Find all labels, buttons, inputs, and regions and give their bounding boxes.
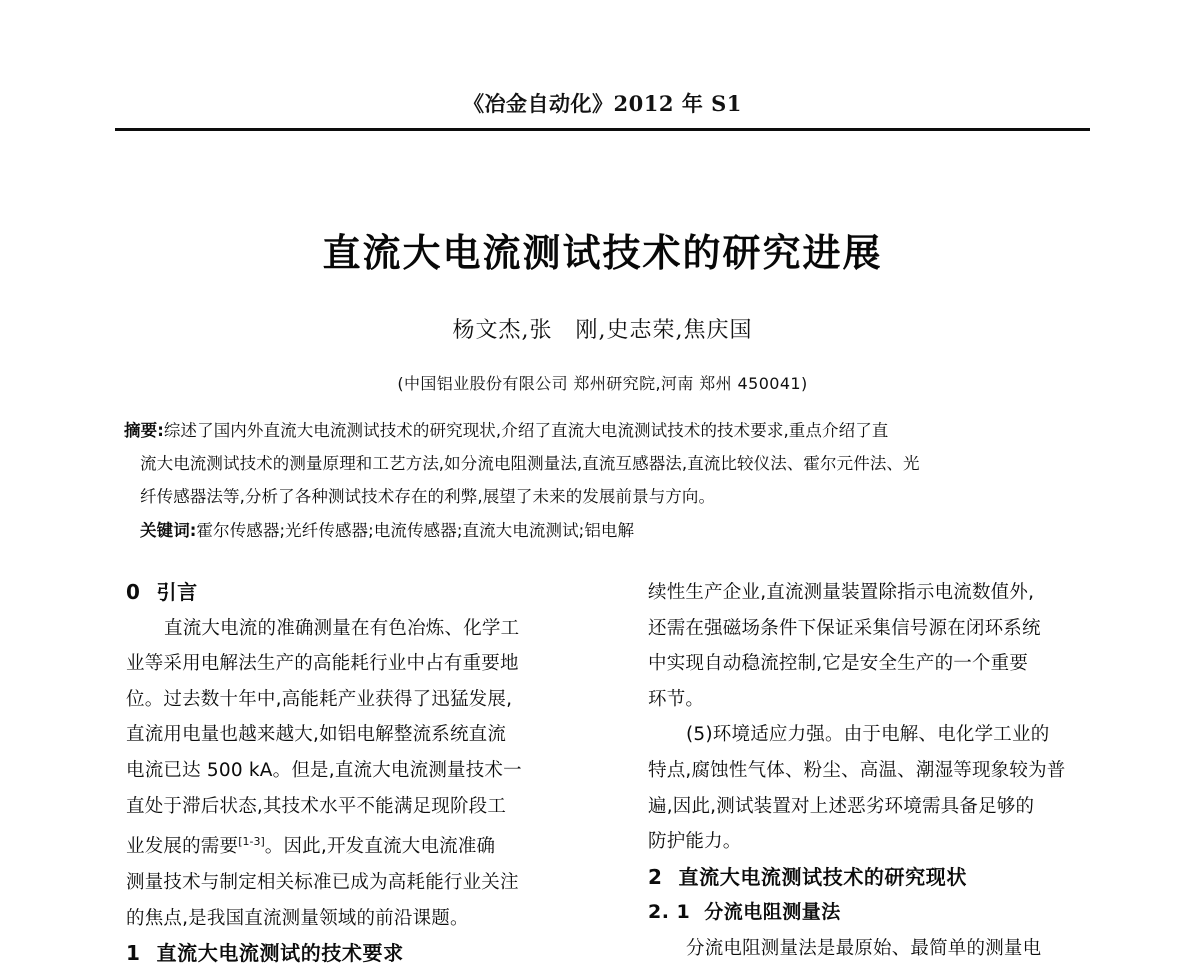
text-line-with-citation [126,824,574,865]
abstract-text-1: 综述了国内外直流大电流测试技术的研究现状,介绍了直流大电流测试技术的技术要求,重点介绍了直 [163,421,889,440]
section-number-2-1: 2. 1 [648,901,691,924]
keywords-line [140,514,1088,547]
header-divider [115,128,1090,131]
section-number-2: 2 [648,864,663,889]
section-title-1: 直流大电流测试的技术要求 [156,941,404,966]
text-line: 直流用电量也越来越大,如铝电解整流系统直流 [126,724,507,746]
section-heading-1 [126,936,574,972]
section-number-0: 0 [126,580,141,604]
text-line: (5)环境适应力强。由于电解、电化学工业的 [686,724,1050,746]
abstract-label: 摘要: [124,421,164,440]
text-line: 还需在强磁场条件下保证采集信号源在闭环系统 [648,617,1041,639]
section-number-1: 1 [126,941,141,966]
paragraph-continued [648,575,1096,717]
author-list: 杨文杰,张 刚,史志荣,焦庆国 [452,318,753,343]
text-line: 特点,腐蚀性气体、粉尘、高温、潮湿等现象较为普 [648,759,1066,781]
paragraph-item-5 [648,717,1096,859]
abstract-line-3: 纤传感器法等,分析了各种测试技术存在的利弊,展望了未来的发展前景与方向。 [140,487,716,506]
text-line: 遍,因此,测试装置对上述恶劣环境需具备足够的 [648,795,1035,817]
affiliation: (中国铝业股份有限公司 郑州研究院,河南 郑州 450041) [397,374,808,393]
text-line: 续性生产企业,直流测量装置除指示电流数值外, [648,582,1035,603]
text-line: 电流已达 500 kA。但是,直流大电流测量技术一 [126,759,522,781]
body-column-left [126,575,574,972]
abstract-line-2: 流大电流测试技术的测量原理和工艺方法,如分流电阻测量法,直流互感器法,直流比较仪法、霍尔元件法、光 [140,454,920,473]
section-title-2: 直流大电流测试技术的研究现状 [678,864,967,889]
citation-reference: [1-3] [238,835,265,849]
text-line: 分流电阻测量法是最原始、最简单的测量电 [686,937,1042,959]
text-line: 直处于滞后状态,其技术水平不能满足现阶段工 [126,795,507,817]
text-line: 业等采用电解法生产的高能耗行业中占有重要地 [126,653,519,675]
running-head: 《冶金自动化》2012 年 S1 [463,91,742,116]
text-line: 中实现自动稳流控制,它是安全生产的一个重要 [648,653,1029,675]
section-heading-2-1 [648,895,1096,931]
section-heading-2 [648,860,1096,896]
page-title: 直流大电流测试技术的研究进展 [322,231,883,275]
text-line: 直流大电流的准确测量在有色冶炼、化学工 [164,617,520,639]
keywords-value: 霍尔传感器;光纤传感器;电流传感器;直流大电流测试;铝电解 [196,521,635,540]
paragraph-2-1 [648,931,1096,967]
text-line: 位。过去数十年中,高能耗产业获得了迅猛发展, [126,688,513,710]
section-title-0: 引言 [156,580,198,604]
abstract-line-1 [124,414,1088,447]
text-line: 的焦点,是我国直流测量领域的前沿课题。 [126,907,469,929]
body-column-right [648,575,1096,967]
text-fragment: 业发展的需要 [126,836,239,858]
abstract-block [124,414,1088,547]
section-heading-0 [126,575,574,611]
text-fragment: 。因此,开发直流大电流准确 [264,836,496,858]
text-line: 环节。 [648,688,705,710]
keywords-label: 关键词: [140,521,197,540]
text-line: 防护能力。 [648,831,742,853]
text-line: 测量技术与制定相关标准已成为高耗能行业关注 [126,871,519,893]
section-title-2-1: 分流电阻测量法 [704,901,841,924]
paragraph-intro [126,611,574,937]
